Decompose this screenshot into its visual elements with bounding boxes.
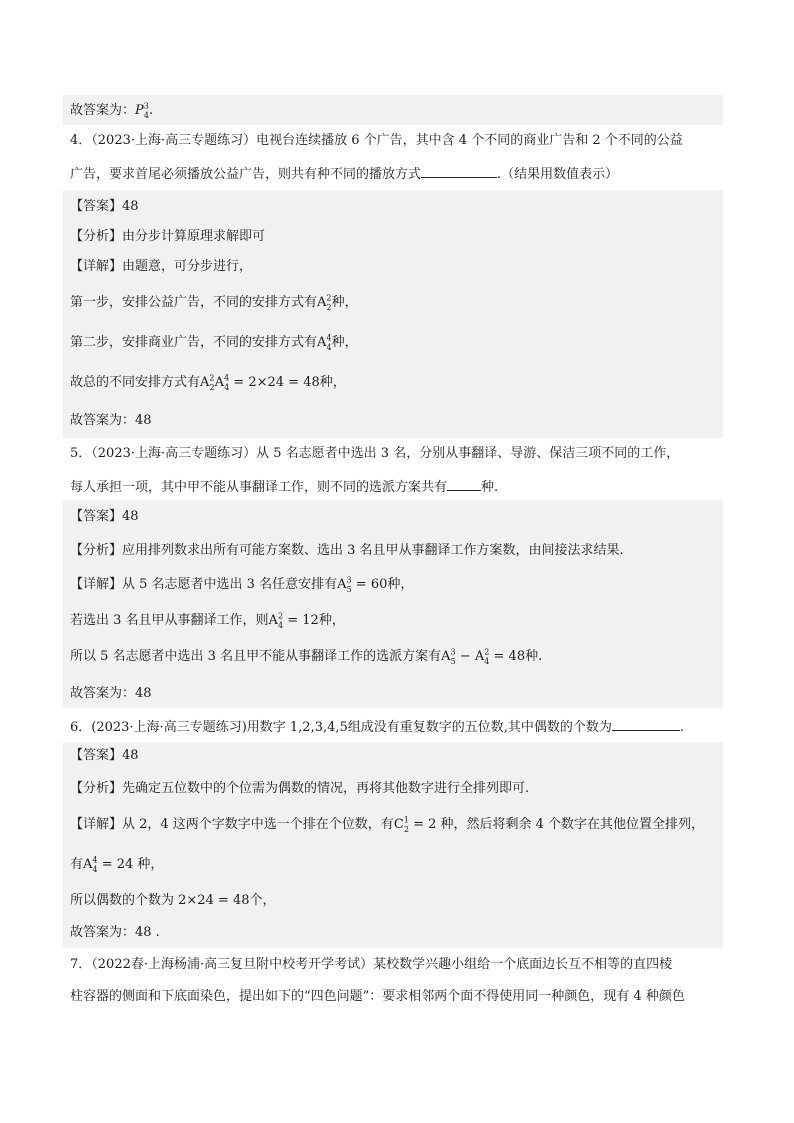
q4-analysis: 【分析】由分步计算原理求解即可: [70, 229, 266, 244]
q5-stem-line1: 5．（2023·上海·高三专题练习）从 5 名志愿者中选出 3 名，分别从事翻译、导游、保洁三项不同的工作，: [70, 446, 680, 461]
q5-detail: 【详解】从 5 名志愿者中选出 3 名任意安排有$A^3_5 = 60$种，: [70, 575, 414, 594]
q6-final: 故答案为：48 .: [70, 925, 160, 940]
q6-detail: 【详解】从 2，4 这两个字数字中选一个排在个位数，有$C^1_2 = 2$ 种，然后将剩余 4 个数字在其他位置全排列，: [70, 815, 705, 834]
q4-step1: 第一步，安排公益广告，不同的安排方式有$A^2_2$种，: [70, 293, 358, 312]
q5-line3: 所以 5 名志愿者中选出 3 名且甲不能从事翻译工作的选派方案有$A^3_5 - A^2_4 = 48$种.: [70, 647, 543, 666]
q7-stem-line1: 7．（2022春·上海杨浦·高三复旦附中校考开学考试）某校数学兴趣小组给一个底面边长互不相等的直四棱: [70, 957, 673, 972]
q6-stem: 6．(2023·上海·高三专题练习)用数字 1,2,3,4,5组成没有重复数字的五位数,其中偶数的个数为 .: [70, 716, 684, 738]
answer-band: [63, 95, 723, 125]
answer-blank: [421, 163, 497, 178]
q7-stem-line2: 柱容器的侧面和下底面染色，提出如下的“四色问题”：要求相邻两个面不得使用同一种颜色，现有 4 种颜色: [70, 989, 685, 1004]
q4-stem-line2: 广告，要求首尾必须播放公益广告，则共有种不同的播放方式 .（结果用数值表示）: [70, 163, 618, 185]
q5-line2: 若选出 3 名且甲从事翻译工作，则$A^2_4 = 12$种，: [70, 611, 345, 630]
q5-answer: 【答案】48: [70, 509, 139, 524]
q5-stem-line2: 每人承担一项，其中甲不能从事翻译工作，则不同的选派方案共有 种.: [70, 476, 498, 498]
prev-answer-line: 故答案为：$P^3_4$.: [70, 101, 154, 120]
answer-band: [63, 500, 723, 708]
answer-blank: [612, 716, 680, 731]
q5-analysis: 【分析】应用排列数求出所有可能方案数、选出 3 名且甲从事翻译工作方案数，由间接法求结果.: [70, 543, 624, 558]
q4-stem-line1: 4．（2023·上海·高三专题练习）电视台连续播放 6 个广告，其中含 4 个不同的商业广告和 2 个不同的公益: [70, 133, 683, 148]
q4-answer: 【答案】48: [70, 199, 139, 214]
q5-final: 故答案为：48: [70, 686, 152, 701]
answer-blank: [447, 476, 481, 491]
q4-step3: 故总的不同安排方式有$A^2_2A^4_4 = 2\times 24 = 48$种，: [70, 373, 346, 392]
q6-answer: 【答案】48: [70, 748, 139, 763]
permutation-symbol: $P^3_4$: [135, 101, 149, 120]
q6-line2: 有$A^4_4 = 24$ 种，: [70, 855, 164, 874]
q4-step2: 第二步，安排商业广告，不同的安排方式有$A^4_4$种，: [70, 333, 358, 352]
q4-detail: 【详解】由题意，可分步进行，: [70, 259, 253, 274]
q6-line3: 所以偶数的个数为 2×24 = 48个，: [70, 893, 276, 908]
answer-band: [63, 742, 723, 948]
q6-analysis: 【分析】先确定五位数中的个位需为偶数的情况，再将其他数字进行全排列即可.: [70, 781, 530, 796]
q4-final: 故答案为：48: [70, 413, 152, 428]
